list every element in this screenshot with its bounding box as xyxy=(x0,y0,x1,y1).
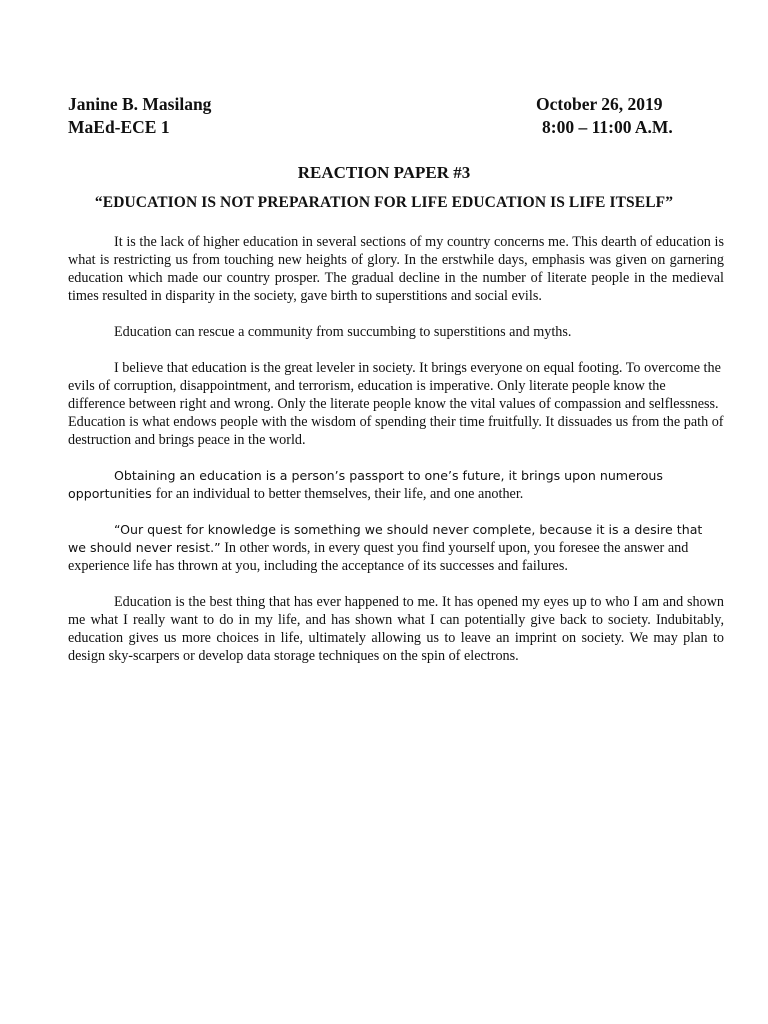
paragraph-5-quote: “Our quest for knowledge is something we should never complete, because it is a desire that we should never resist.” xyxy=(68,522,703,555)
paragraph-4-line-2: for an individual to better themselves, their life, and one another. xyxy=(155,486,524,502)
body-text xyxy=(68,233,724,683)
author-name: Janine B. Masilang xyxy=(68,94,212,114)
paragraph-3: I believe that education is the great leveler in society. It brings everyone on equal footing. To overcome the evils of corruption, disappointment, and terrorism, education is imperative. Only literate people know the difference between right and wrong. Only the literate people know the vital values of compassion and selflessness. Education is what endows people with the wisdom of spending their time fruitfully. It dissuades us from the path of destruction and brings peace in the world. xyxy=(68,360,724,448)
paper-subtitle: “EDUCATION IS NOT PREPARATION FOR LIFE EDUCATION IS LIFE ITSELF” xyxy=(94,194,674,211)
paragraph-2: Education can rescue a community from succumbing to superstitions and myths. xyxy=(114,324,572,340)
paragraph-6: Education is the best thing that has ever happened to me. It has opened my eyes up to who I am and shown me what I really want to do in my life, and has shown what I can potentially give back to society. Indubitably, education gives us more choices in life, ultimately allowing us to leave an imprint on society. We may plan to design sky-scarpers or develop data storage techniques on the spin of electrons. xyxy=(68,594,724,664)
class-time: 8:00 – 11:00 A.M. xyxy=(542,117,673,137)
document-date: October 26, 2019 xyxy=(536,94,663,114)
paragraph-4-line-1: Obtaining an education is a person’s passport to one’s future, it brings upon numerous opportunities xyxy=(68,468,663,501)
paragraph-1: It is the lack of higher education in several sections of my country concerns me. This dearth of education is what is restricting us from touching new heights of glory. In the erstwhile days, emphasis was given on garnering education which made our country prosper. The gradual decline in the number of literate people in the medieval times resulted in disparity in the society, gave birth to superstitions and social evils. xyxy=(68,234,724,304)
paragraph-4 xyxy=(68,467,724,503)
paper-title: REACTION PAPER #3 xyxy=(297,163,471,182)
paragraph-5 xyxy=(68,521,724,575)
course-code: MaEd-ECE 1 xyxy=(68,117,170,137)
paragraph-5-rest: In other words, in every quest you find yourself upon, you foresee the answer and experience life has thrown at you, including the acceptance of its successes and failures. xyxy=(68,540,689,574)
